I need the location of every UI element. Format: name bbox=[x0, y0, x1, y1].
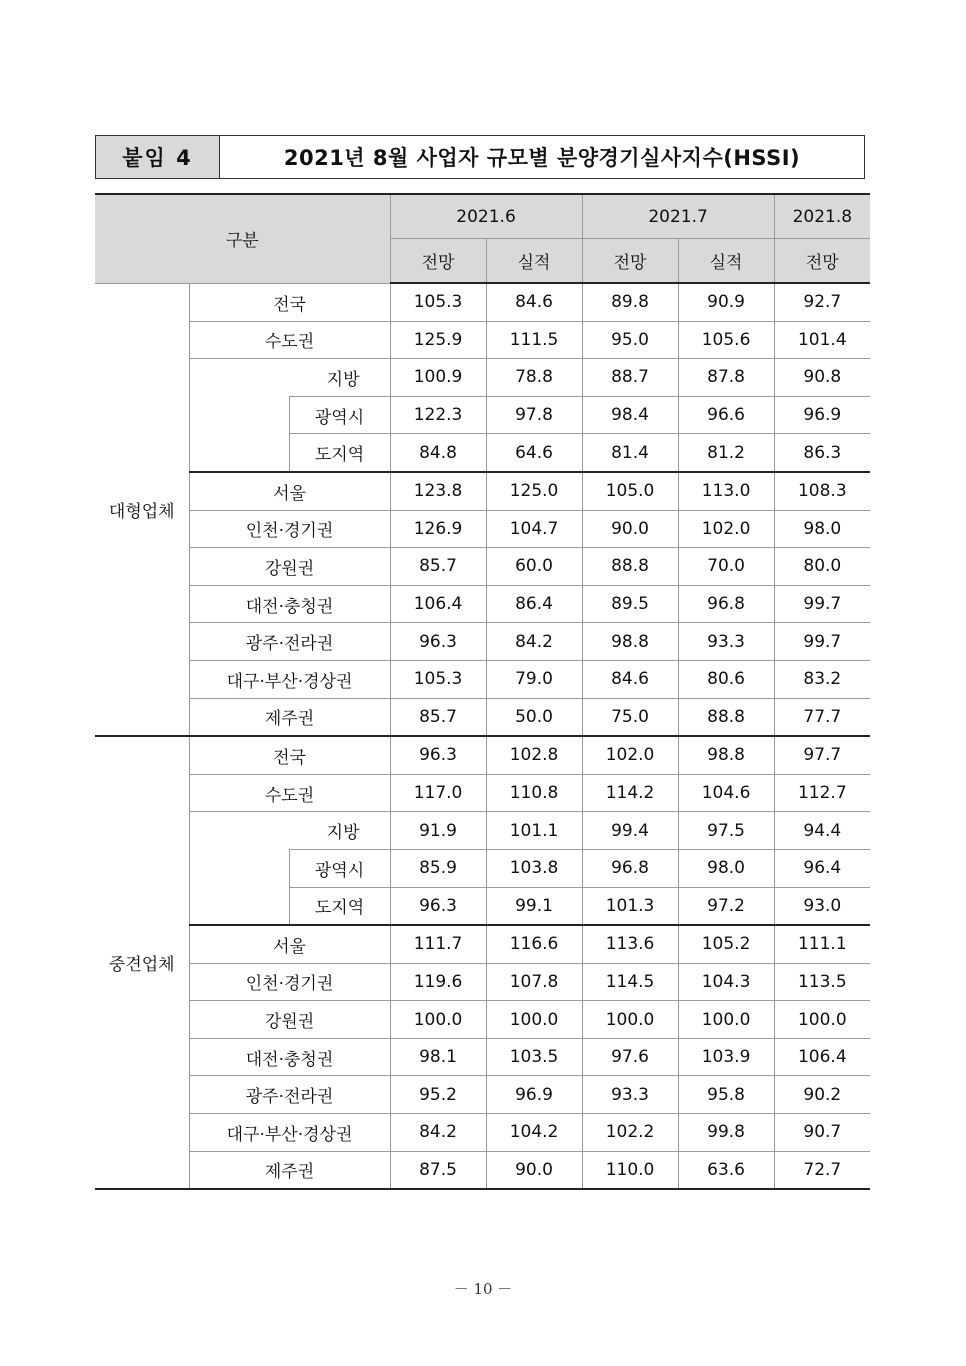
index-value: 99.7 bbox=[774, 585, 870, 623]
index-value: 72.7 bbox=[774, 1151, 870, 1189]
table-row bbox=[95, 660, 870, 698]
table-row bbox=[95, 774, 870, 812]
index-value: 101.3 bbox=[582, 887, 678, 925]
index-value: 80.6 bbox=[678, 660, 774, 698]
region-label: 대전·충청권 bbox=[189, 585, 390, 623]
index-value: 79.0 bbox=[486, 660, 582, 698]
index-value: 119.6 bbox=[390, 963, 486, 1001]
index-value: 70.0 bbox=[678, 548, 774, 586]
region-label: 인천·경기권 bbox=[189, 963, 390, 1001]
index-value: 86.4 bbox=[486, 585, 582, 623]
index-value: 101.4 bbox=[774, 321, 870, 359]
index-value: 106.4 bbox=[774, 1038, 870, 1076]
index-value: 64.6 bbox=[486, 434, 582, 472]
index-value: 106.4 bbox=[390, 585, 486, 623]
index-value: 88.7 bbox=[582, 359, 678, 397]
index-value: 100.0 bbox=[582, 1001, 678, 1039]
index-value: 100.0 bbox=[390, 1001, 486, 1039]
index-value: 99.7 bbox=[774, 623, 870, 661]
region-label: 전국 bbox=[189, 283, 390, 321]
period-header: 2021.8 bbox=[774, 194, 870, 239]
index-value: 107.8 bbox=[486, 963, 582, 1001]
index-value: 100.0 bbox=[678, 1001, 774, 1039]
index-value: 93.3 bbox=[582, 1076, 678, 1114]
table-row bbox=[95, 1151, 870, 1189]
index-value: 102.0 bbox=[582, 736, 678, 774]
index-value: 104.7 bbox=[486, 510, 582, 548]
index-value: 103.8 bbox=[486, 849, 582, 887]
index-value: 98.0 bbox=[678, 849, 774, 887]
index-value: 105.0 bbox=[582, 472, 678, 510]
index-value: 96.9 bbox=[486, 1076, 582, 1114]
region-label: 대구·부산·경상권 bbox=[189, 1114, 390, 1152]
hssi-table bbox=[95, 193, 870, 1190]
region-label: 제주권 bbox=[189, 1151, 390, 1189]
index-value: 101.1 bbox=[486, 812, 582, 850]
index-value: 96.8 bbox=[678, 585, 774, 623]
index-value: 93.3 bbox=[678, 623, 774, 661]
region-label: 서울 bbox=[189, 472, 390, 510]
index-value: 93.0 bbox=[774, 887, 870, 925]
index-value: 96.4 bbox=[774, 849, 870, 887]
region-label: 지방 bbox=[289, 359, 390, 397]
table-row bbox=[95, 925, 870, 963]
index-value: 84.6 bbox=[582, 660, 678, 698]
index-value: 87.8 bbox=[678, 359, 774, 397]
index-value: 105.3 bbox=[390, 660, 486, 698]
period-header: 2021.6 bbox=[390, 194, 582, 239]
table-header bbox=[95, 194, 870, 283]
subregion-label: 도지역 bbox=[289, 434, 390, 472]
index-value: 104.6 bbox=[678, 774, 774, 812]
index-value: 95.8 bbox=[678, 1076, 774, 1114]
indent-spacer bbox=[189, 812, 289, 925]
index-value: 77.7 bbox=[774, 698, 870, 736]
index-value: 125.9 bbox=[390, 321, 486, 359]
table-row bbox=[95, 1114, 870, 1152]
table-row bbox=[95, 585, 870, 623]
table-row bbox=[95, 1076, 870, 1114]
index-value: 84.2 bbox=[390, 1114, 486, 1152]
index-value: 97.7 bbox=[774, 736, 870, 774]
region-label: 수도권 bbox=[189, 774, 390, 812]
sub-header: 실적 bbox=[678, 239, 774, 284]
index-value: 117.0 bbox=[390, 774, 486, 812]
index-value: 111.1 bbox=[774, 925, 870, 963]
index-value: 104.3 bbox=[678, 963, 774, 1001]
region-label: 전국 bbox=[189, 736, 390, 774]
index-value: 75.0 bbox=[582, 698, 678, 736]
index-value: 114.2 bbox=[582, 774, 678, 812]
index-value: 84.8 bbox=[390, 434, 486, 472]
index-value: 105.2 bbox=[678, 925, 774, 963]
index-value: 102.8 bbox=[486, 736, 582, 774]
index-value: 97.6 bbox=[582, 1038, 678, 1076]
index-value: 96.3 bbox=[390, 736, 486, 774]
index-value: 97.5 bbox=[678, 812, 774, 850]
index-value: 116.6 bbox=[486, 925, 582, 963]
index-value: 95.0 bbox=[582, 321, 678, 359]
sub-header: 전망 bbox=[774, 239, 870, 284]
index-value: 96.3 bbox=[390, 887, 486, 925]
index-value: 102.0 bbox=[678, 510, 774, 548]
attachment-title-box bbox=[95, 135, 865, 179]
index-value: 88.8 bbox=[678, 698, 774, 736]
index-value: 90.0 bbox=[486, 1151, 582, 1189]
table-row bbox=[95, 1001, 870, 1039]
index-value: 125.0 bbox=[486, 472, 582, 510]
sub-header: 전망 bbox=[390, 239, 486, 284]
index-value: 90.9 bbox=[678, 283, 774, 321]
region-label: 지방 bbox=[289, 812, 390, 850]
index-value: 110.0 bbox=[582, 1151, 678, 1189]
index-value: 97.2 bbox=[678, 887, 774, 925]
index-value: 103.9 bbox=[678, 1038, 774, 1076]
index-value: 113.0 bbox=[678, 472, 774, 510]
index-value: 100.0 bbox=[774, 1001, 870, 1039]
index-value: 81.2 bbox=[678, 434, 774, 472]
sub-header: 실적 bbox=[486, 239, 582, 284]
subregion-label: 광역시 bbox=[289, 396, 390, 434]
index-value: 111.7 bbox=[390, 925, 486, 963]
table-row bbox=[95, 736, 870, 774]
index-value: 97.8 bbox=[486, 396, 582, 434]
region-label: 제주권 bbox=[189, 698, 390, 736]
index-value: 105.6 bbox=[678, 321, 774, 359]
index-value: 60.0 bbox=[486, 548, 582, 586]
period-header: 2021.7 bbox=[582, 194, 774, 239]
category-header: 구분 bbox=[95, 194, 390, 283]
table-row bbox=[95, 321, 870, 359]
region-label: 강원권 bbox=[189, 1001, 390, 1039]
index-value: 122.3 bbox=[390, 396, 486, 434]
table-row bbox=[95, 623, 870, 661]
index-value: 89.8 bbox=[582, 283, 678, 321]
index-value: 126.9 bbox=[390, 510, 486, 548]
index-value: 85.9 bbox=[390, 849, 486, 887]
index-value: 99.8 bbox=[678, 1114, 774, 1152]
index-value: 95.2 bbox=[390, 1076, 486, 1114]
index-value: 110.8 bbox=[486, 774, 582, 812]
table-row bbox=[95, 472, 870, 510]
index-value: 89.5 bbox=[582, 585, 678, 623]
sub-header: 전망 bbox=[582, 239, 678, 284]
index-value: 94.4 bbox=[774, 812, 870, 850]
index-value: 90.0 bbox=[582, 510, 678, 548]
index-value: 81.4 bbox=[582, 434, 678, 472]
region-label: 광주·전라권 bbox=[189, 1076, 390, 1114]
table-row bbox=[95, 548, 870, 586]
index-value: 96.6 bbox=[678, 396, 774, 434]
index-value: 92.7 bbox=[774, 283, 870, 321]
index-value: 80.0 bbox=[774, 548, 870, 586]
table-row bbox=[95, 359, 870, 397]
index-value: 88.8 bbox=[582, 548, 678, 586]
table-row bbox=[95, 283, 870, 321]
index-value: 99.1 bbox=[486, 887, 582, 925]
region-label: 수도권 bbox=[189, 321, 390, 359]
index-value: 85.7 bbox=[390, 548, 486, 586]
index-value: 91.9 bbox=[390, 812, 486, 850]
index-value: 98.0 bbox=[774, 510, 870, 548]
index-value: 113.5 bbox=[774, 963, 870, 1001]
index-value: 50.0 bbox=[486, 698, 582, 736]
table-body bbox=[95, 283, 870, 1189]
table-row bbox=[95, 510, 870, 548]
table-row bbox=[95, 1038, 870, 1076]
index-value: 108.3 bbox=[774, 472, 870, 510]
index-value: 123.8 bbox=[390, 472, 486, 510]
subregion-label: 도지역 bbox=[289, 887, 390, 925]
index-value: 86.3 bbox=[774, 434, 870, 472]
index-value: 83.2 bbox=[774, 660, 870, 698]
company-group-label: 중견업체 bbox=[95, 736, 189, 1189]
index-value: 103.5 bbox=[486, 1038, 582, 1076]
region-label: 강원권 bbox=[189, 548, 390, 586]
region-label: 서울 bbox=[189, 925, 390, 963]
table-row bbox=[95, 812, 870, 850]
index-value: 98.8 bbox=[582, 623, 678, 661]
index-value: 98.1 bbox=[390, 1038, 486, 1076]
table-row bbox=[95, 963, 870, 1001]
index-value: 63.6 bbox=[678, 1151, 774, 1189]
index-value: 96.8 bbox=[582, 849, 678, 887]
index-value: 90.8 bbox=[774, 359, 870, 397]
indent-spacer bbox=[189, 359, 289, 472]
company-group-label: 대형업체 bbox=[95, 283, 189, 736]
region-label: 광주·전라권 bbox=[189, 623, 390, 661]
index-value: 114.5 bbox=[582, 963, 678, 1001]
region-label: 대전·충청권 bbox=[189, 1038, 390, 1076]
table-row bbox=[95, 698, 870, 736]
index-value: 98.8 bbox=[678, 736, 774, 774]
document-title: 2021년 8월 사업자 규모별 분양경기실사지수(HSSI) bbox=[283, 146, 801, 170]
index-value: 87.5 bbox=[390, 1151, 486, 1189]
index-value: 112.7 bbox=[774, 774, 870, 812]
index-value: 84.6 bbox=[486, 283, 582, 321]
index-value: 100.9 bbox=[390, 359, 486, 397]
index-value: 96.9 bbox=[774, 396, 870, 434]
index-value: 100.0 bbox=[486, 1001, 582, 1039]
region-label: 대구·부산·경상권 bbox=[189, 660, 390, 698]
attachment-tag: 붙임 4 bbox=[96, 136, 220, 178]
index-value: 99.4 bbox=[582, 812, 678, 850]
index-value: 85.7 bbox=[390, 698, 486, 736]
index-value: 78.8 bbox=[486, 359, 582, 397]
index-value: 105.3 bbox=[390, 283, 486, 321]
subregion-label: 광역시 bbox=[289, 849, 390, 887]
index-value: 111.5 bbox=[486, 321, 582, 359]
index-value: 113.6 bbox=[582, 925, 678, 963]
index-value: 84.2 bbox=[486, 623, 582, 661]
index-value: 102.2 bbox=[582, 1114, 678, 1152]
page-number: － 10 － bbox=[453, 1280, 513, 1298]
index-value: 98.4 bbox=[582, 396, 678, 434]
region-label: 인천·경기권 bbox=[189, 510, 390, 548]
index-value: 96.3 bbox=[390, 623, 486, 661]
index-value: 104.2 bbox=[486, 1114, 582, 1152]
index-value: 90.2 bbox=[774, 1076, 870, 1114]
index-value: 90.7 bbox=[774, 1114, 870, 1152]
